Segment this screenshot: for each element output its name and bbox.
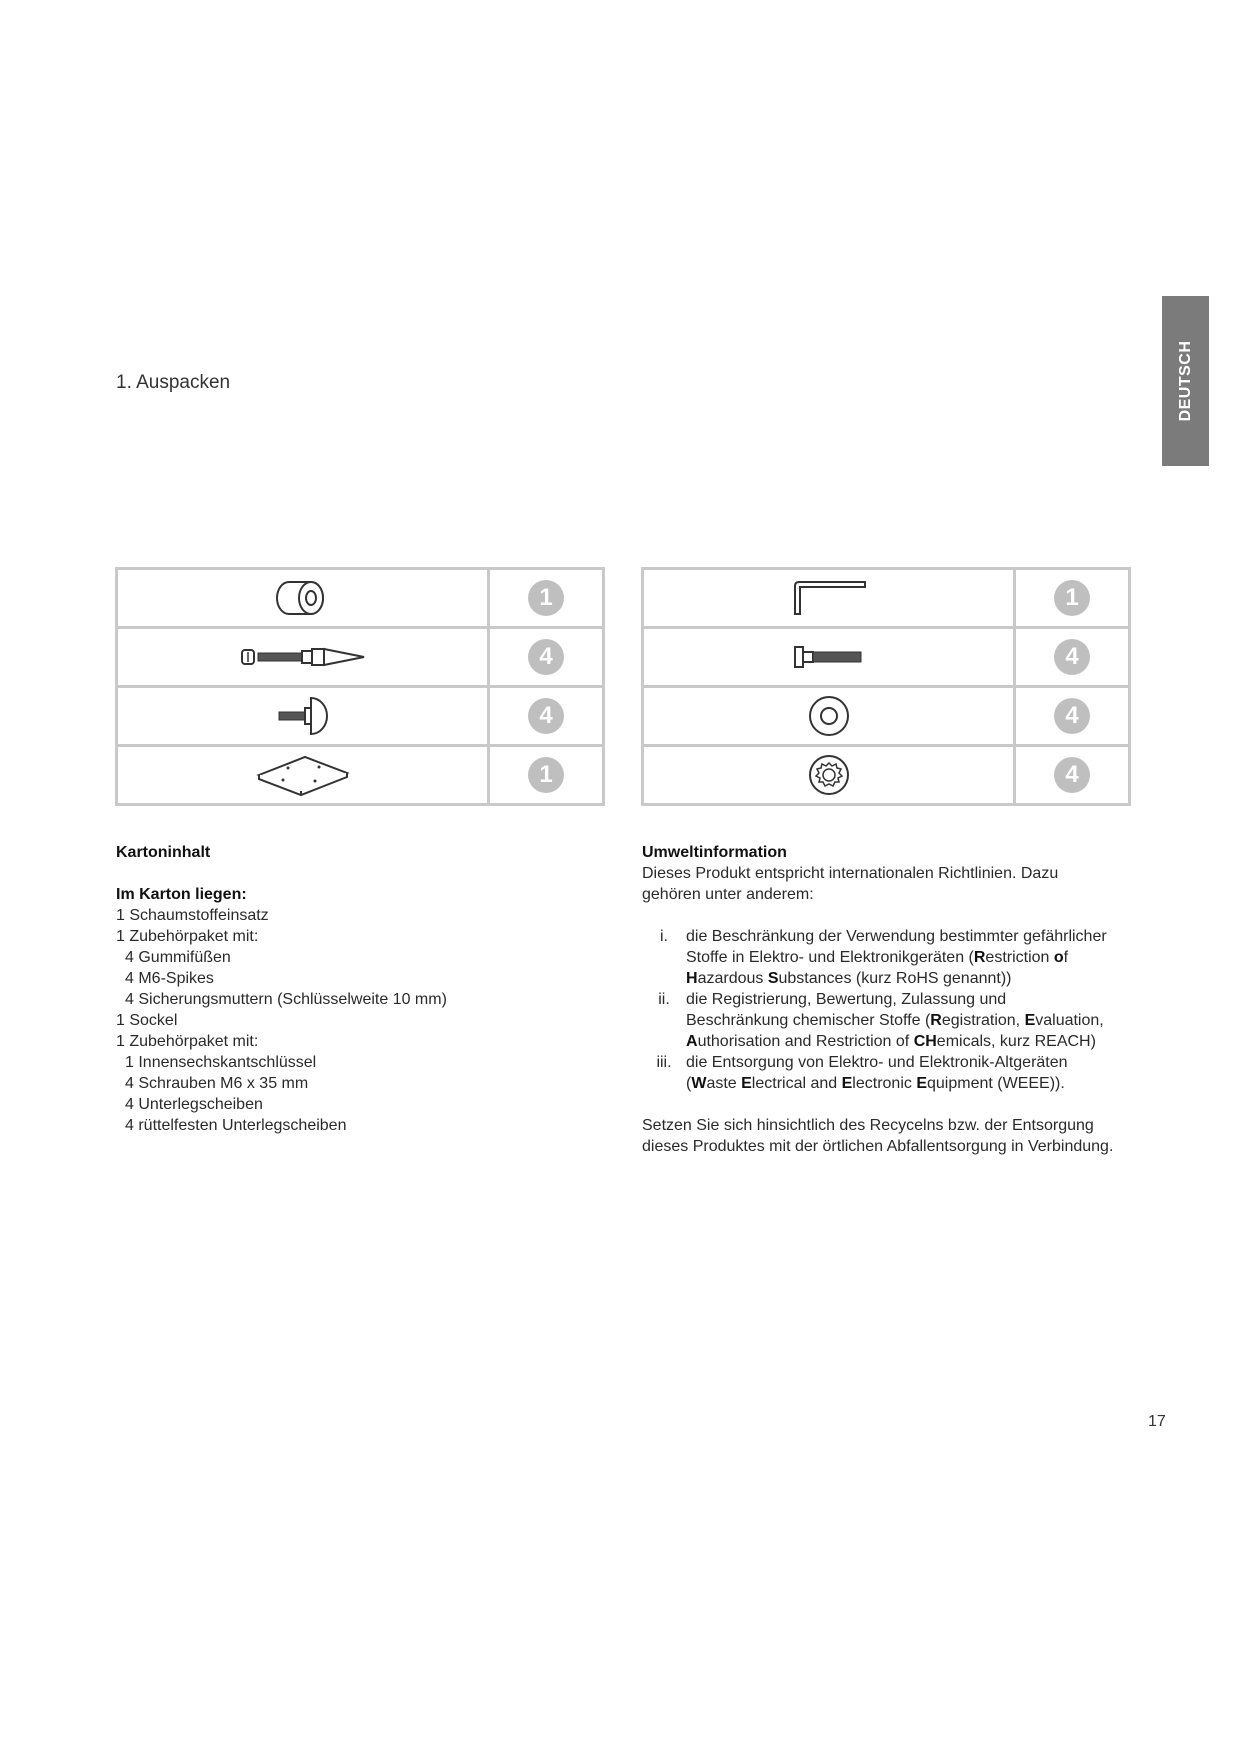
parts-row	[117, 746, 604, 805]
parts-row	[643, 569, 1130, 628]
box-contents-subheading: Im Karton liegen:	[116, 886, 247, 903]
page-number: 17	[1148, 1413, 1166, 1430]
environment-intro: Dieses Produkt entspricht internationalen Richtlinien. Dazu gehören unter anderem:	[642, 865, 1059, 903]
environment-outro: Setzen Sie sich hinsichtlich des Recycelns bzw. der Entsorgung dieses Produktes mit der örtlichen Abfallentsorgung in Verbindung.	[642, 1117, 1114, 1155]
foam-insert-icon	[273, 576, 333, 620]
lock-washer-icon	[805, 751, 853, 799]
plinth-icon	[253, 751, 353, 799]
box-contents-section	[116, 842, 596, 1136]
list-item: 4 Schrauben M6 x 35 mm	[125, 1075, 309, 1092]
box-contents-heading: Kartoninhalt	[116, 844, 211, 861]
list-item: 4 Gummifüßen	[125, 949, 231, 966]
list-item: 4 rüttelfesten Unterlegscheiben	[125, 1117, 347, 1134]
list-item: 1 Zubehörpaket mit:	[116, 928, 259, 945]
quantity-badge: 4	[1054, 639, 1090, 675]
list-item: 4 Sicherungsmuttern (Schlüsselweite 10 mm)	[125, 991, 447, 1008]
list-item: 1 Zubehörpaket mit:	[116, 1033, 259, 1050]
environment-section	[642, 842, 1142, 1157]
quantity-badge: 1	[1054, 580, 1090, 616]
parts-row	[117, 569, 604, 628]
screw-icon	[791, 642, 867, 672]
parts-table-left	[115, 567, 605, 806]
parts-row	[117, 628, 604, 687]
spike-assembly-icon	[238, 642, 368, 672]
quantity-badge: 4	[528, 698, 564, 734]
list-item: 1 Innensechskantschlüssel	[125, 1054, 317, 1071]
parts-row	[643, 687, 1130, 746]
list-item-i: i. die Beschränkung der Verwendung bestimmter gefährlicher Stoffe in Elektro- und Elektronikgeräten (Restriction of Hazardous Substances (kurz RoHS genannt))	[660, 928, 1107, 987]
quantity-badge: 1	[528, 757, 564, 793]
list-item: 1 Schaumstoffeinsatz	[116, 907, 269, 924]
rubber-foot-icon	[273, 694, 333, 738]
washer-icon	[805, 692, 853, 740]
list-item: 4 Unterlegscheiben	[125, 1096, 263, 1113]
list-item: 1 Sockel	[116, 1012, 178, 1029]
list-item-iii: iii. die Entsorgung von Elektro- und Elektronik-Altgeräten (Waste Electrical and Electronic Equipment (WEEE)).	[656, 1054, 1068, 1092]
parts-row	[117, 687, 604, 746]
quantity-badge: 4	[528, 639, 564, 675]
parts-row	[643, 628, 1130, 687]
list-item-ii: ii. die Registrierung, Bewertung, Zulassung und Beschränkung chemischer Stoffe (Registration, Evaluation, Authorisation and Restriction of CHemicals, kurz REACH)	[658, 991, 1104, 1050]
quantity-badge: 1	[528, 580, 564, 616]
list-item: 4 M6-Spikes	[125, 970, 214, 987]
quantity-badge: 4	[1054, 698, 1090, 734]
parts-row	[643, 746, 1130, 805]
hex-key-icon	[789, 578, 869, 618]
section-title: 1. Auspacken	[116, 372, 231, 393]
language-tab-label: DEUTSCH	[1176, 340, 1194, 422]
quantity-badge: 4	[1054, 757, 1090, 793]
language-tab	[1162, 296, 1209, 466]
parts-table-right	[641, 567, 1131, 806]
environment-heading: Umweltinformation	[642, 844, 787, 861]
